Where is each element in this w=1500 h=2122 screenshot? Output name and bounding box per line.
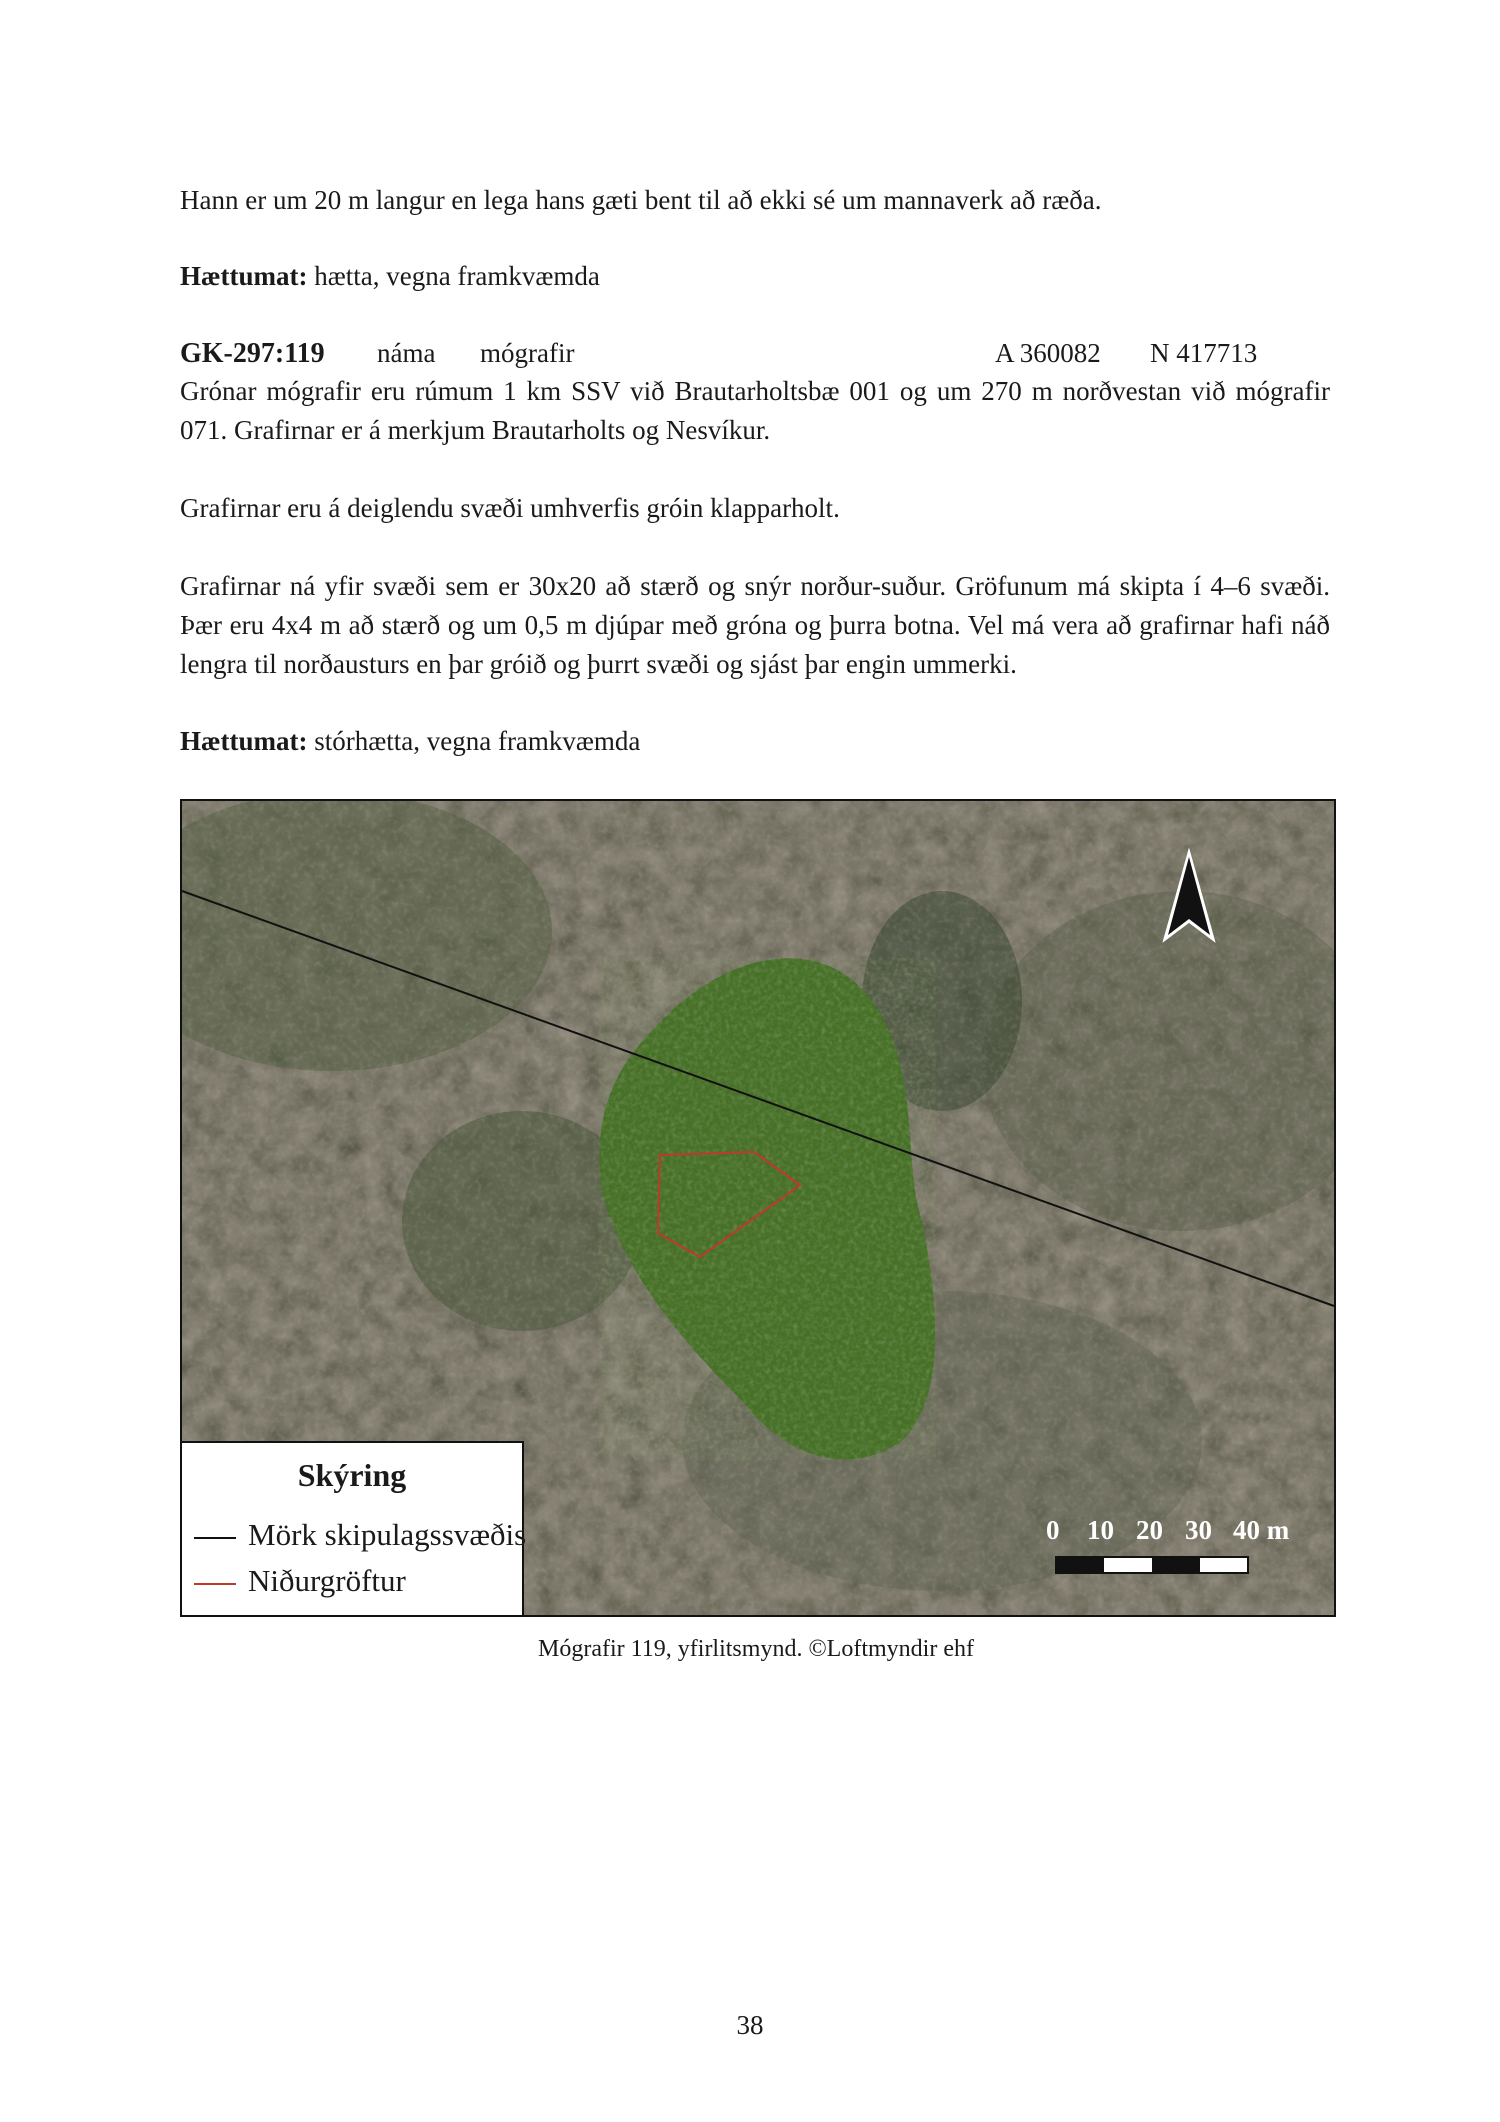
entry-header [180, 334, 1330, 374]
risk-assessment-2 [180, 722, 1330, 761]
scale-label: 0 [1046, 1515, 1060, 1545]
legend-item-boundary [194, 1517, 526, 1553]
entry-coord-n: N 417713 [1150, 338, 1258, 368]
legend-line-red [194, 1583, 236, 1585]
entry-coord-a: A 360082 [995, 338, 1101, 368]
risk-value: hætta, vegna framkvæmda [307, 261, 600, 291]
aerial-map [180, 799, 1336, 1617]
risk-label: Hættumat: [180, 261, 308, 291]
scale-segment [1056, 1557, 1104, 1573]
scale-label: 10 [1087, 1515, 1114, 1545]
setting-paragraph: Grafirnar eru á deiglendu svæði umhverfis gróin klapparholt. [180, 493, 840, 523]
scale-label: 20 [1136, 1515, 1163, 1545]
location-paragraph: Grónar mógrafir eru rúmum 1 km SSV við Brautarholtsbæ 001 og um 270 m norðvestan við mógrafir 071. Grafirnar er á merkjum Brautarholts og Nesvíkur. [180, 376, 1330, 445]
scale-label: 30 [1185, 1515, 1212, 1545]
page-number: 38 [736, 2010, 764, 2040]
risk-value: stórhætta, vegna framkvæmda [307, 726, 641, 756]
map-legend [182, 1441, 527, 1615]
legend-label: Niðurgröftur [248, 1563, 406, 1598]
risk-assessment-1 [180, 257, 1330, 296]
legend-label: Mörk skipulagssvæðis [248, 1517, 527, 1552]
entry-name: mógrafir [480, 338, 575, 368]
entry-type: náma [377, 338, 436, 368]
scale-segment [1152, 1557, 1200, 1573]
scale-segment [1104, 1557, 1152, 1573]
intro-paragraph: Hann er um 20 m langur en lega hans gæti bent til að ekki sé um mannaverk að ræða. [180, 185, 1102, 215]
entry-id: GK-297:119 [180, 338, 325, 369]
legend-item-excavation [194, 1563, 406, 1599]
scale-bar [1056, 1557, 1248, 1573]
scale-label: 40 m [1233, 1515, 1290, 1545]
figure-caption: Mógrafir 119, yfirlitsmynd. ©Loftmyndir ehf [538, 1636, 974, 1662]
scale-segment [1200, 1557, 1248, 1573]
legend-line-black [194, 1537, 236, 1539]
legend-title: Skýring [297, 1457, 407, 1493]
risk-label: Hættumat: [180, 726, 308, 756]
description-paragraph: Grafirnar ná yfir svæði sem er 30x20 að stærð og snýr norður-suður. Gröfunum má skipta í 4–6 svæði. Þær eru 4x4 m að stærð og um 0,5 m djúpar með gróna og þurra botna. Vel má vera að grafirnar hafi náð lengra til norðausturs en þar gróið og þurrt svæði og sjást þar engin ummerki. [180, 571, 1330, 679]
